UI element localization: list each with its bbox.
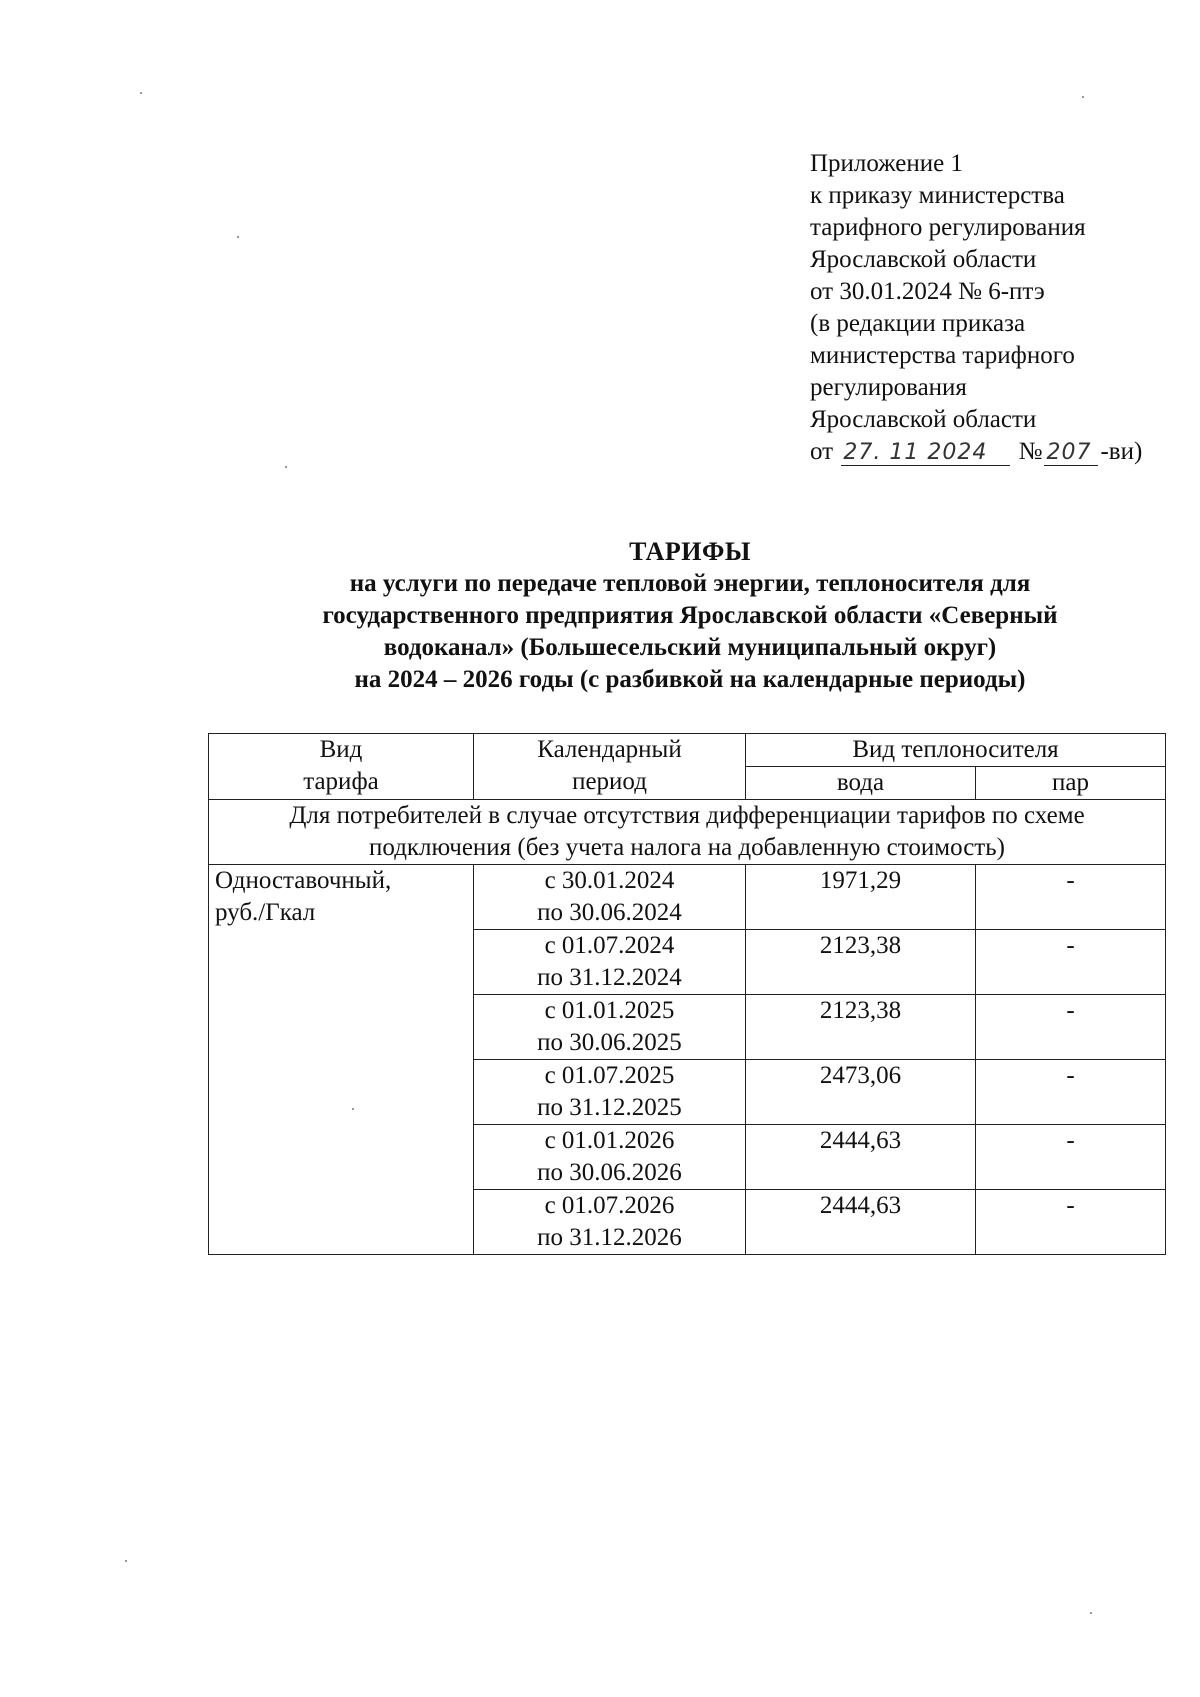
period-cell xyxy=(474,1060,746,1125)
section-note-line: подключения (без учета налога на добавленную стоимость) xyxy=(369,834,1005,861)
period-from: с 01.01.2026 xyxy=(544,1127,675,1154)
steam-value: - xyxy=(976,1060,1166,1125)
water-value: 2123,38 xyxy=(746,930,976,995)
header-tariff-type-line1: Вид xyxy=(319,736,363,763)
header-period xyxy=(474,734,746,800)
period-to: по 30.06.2025 xyxy=(537,1029,682,1056)
period-cell xyxy=(474,930,746,995)
header-tariff-type-line2: тарифа xyxy=(303,768,379,795)
annex-line: Ярославской области xyxy=(810,246,1037,273)
annex-line: министерства тарифного xyxy=(810,342,1075,369)
period-to: по 30.06.2026 xyxy=(537,1159,682,1186)
period-cell xyxy=(474,865,746,930)
annex-line: Приложение 1 xyxy=(810,150,963,177)
tariff-label xyxy=(209,865,474,1255)
period-from: с 01.07.2026 xyxy=(544,1192,675,1219)
scan-speck xyxy=(140,92,142,94)
steam-value: - xyxy=(976,930,1166,995)
annex-block xyxy=(810,148,1190,468)
period-from: с 01.07.2025 xyxy=(544,1062,675,1089)
annex-amendment-line xyxy=(810,436,1190,468)
tariff-label-line: Одноставочный, xyxy=(215,867,392,894)
water-value: 2473,06 xyxy=(746,1060,976,1125)
amendment-suffix: -ви) xyxy=(1100,438,1143,465)
section-note-line: Для потребителей в случае отсутствия дифференциации тарифов по схеме xyxy=(289,802,1085,829)
number-sign: № xyxy=(1018,438,1043,465)
steam-value: - xyxy=(976,995,1166,1060)
tariff-label-line: руб./Гкал xyxy=(215,899,316,926)
water-value: 2444,63 xyxy=(746,1190,976,1255)
annex-line: к приказу министерства xyxy=(810,182,1065,209)
steam-value: - xyxy=(976,865,1166,930)
period-from: с 01.01.2025 xyxy=(544,997,675,1024)
header-row xyxy=(209,734,1166,767)
header-period-line1: Календарный xyxy=(537,736,682,763)
annex-line: тарифного регулирования xyxy=(810,214,1086,241)
water-value: 1971,29 xyxy=(746,865,976,930)
title-line: водоканал» (Большесельский муниципальный округ) xyxy=(383,634,997,661)
annex-line: Ярославской области xyxy=(810,406,1037,433)
tariff-table xyxy=(208,733,1166,1255)
annex-line: регулирования xyxy=(810,374,967,401)
title-main: ТАРИФЫ xyxy=(629,537,751,566)
table-row xyxy=(209,865,1166,930)
period-from: с 01.07.2024 xyxy=(544,932,675,959)
document-title xyxy=(170,536,1200,696)
scan-speck xyxy=(352,1108,354,1110)
handwritten-number: 207 xyxy=(1044,441,1098,466)
scan-speck xyxy=(1090,1612,1092,1614)
steam-value: - xyxy=(976,1125,1166,1190)
water-value: 2444,63 xyxy=(746,1125,976,1190)
steam-value: - xyxy=(976,1190,1166,1255)
section-note xyxy=(209,800,1166,865)
period-cell xyxy=(474,995,746,1060)
header-water: вода xyxy=(746,767,976,800)
period-cell xyxy=(474,1125,746,1190)
water-value: 2123,38 xyxy=(746,995,976,1060)
period-cell xyxy=(474,1190,746,1255)
period-to: по 31.12.2024 xyxy=(537,964,682,991)
handwritten-date: 27. 11 2024 xyxy=(841,441,1010,466)
header-steam: пар xyxy=(976,767,1166,800)
period-to: по 31.12.2025 xyxy=(537,1094,682,1121)
section-note-row xyxy=(209,800,1166,865)
title-line: государственного предприятия Ярославской области «Северный xyxy=(322,602,1058,629)
title-line: на 2024 – 2026 годы (с разбивкой на календарные периоды) xyxy=(354,666,1026,693)
scan-speck xyxy=(285,466,287,468)
scan-speck xyxy=(1082,96,1084,98)
header-tariff-type xyxy=(209,734,474,800)
header-carrier: Вид теплоносителя xyxy=(746,734,1166,767)
annex-line: (в редакции приказа xyxy=(810,310,1026,337)
scan-speck xyxy=(237,236,239,238)
period-to: по 30.06.2024 xyxy=(537,899,682,926)
annex-line: от 30.01.2024 № 6-птэ xyxy=(810,278,1045,305)
header-period-line2: период xyxy=(572,768,647,795)
period-to: по 31.12.2026 xyxy=(537,1224,682,1251)
title-line: на услуги по передаче тепловой энергии, теплоносителя для xyxy=(349,570,1031,597)
period-from: с 30.01.2024 xyxy=(544,867,675,894)
amendment-prefix: от xyxy=(810,438,834,465)
scan-speck xyxy=(125,1560,127,1562)
